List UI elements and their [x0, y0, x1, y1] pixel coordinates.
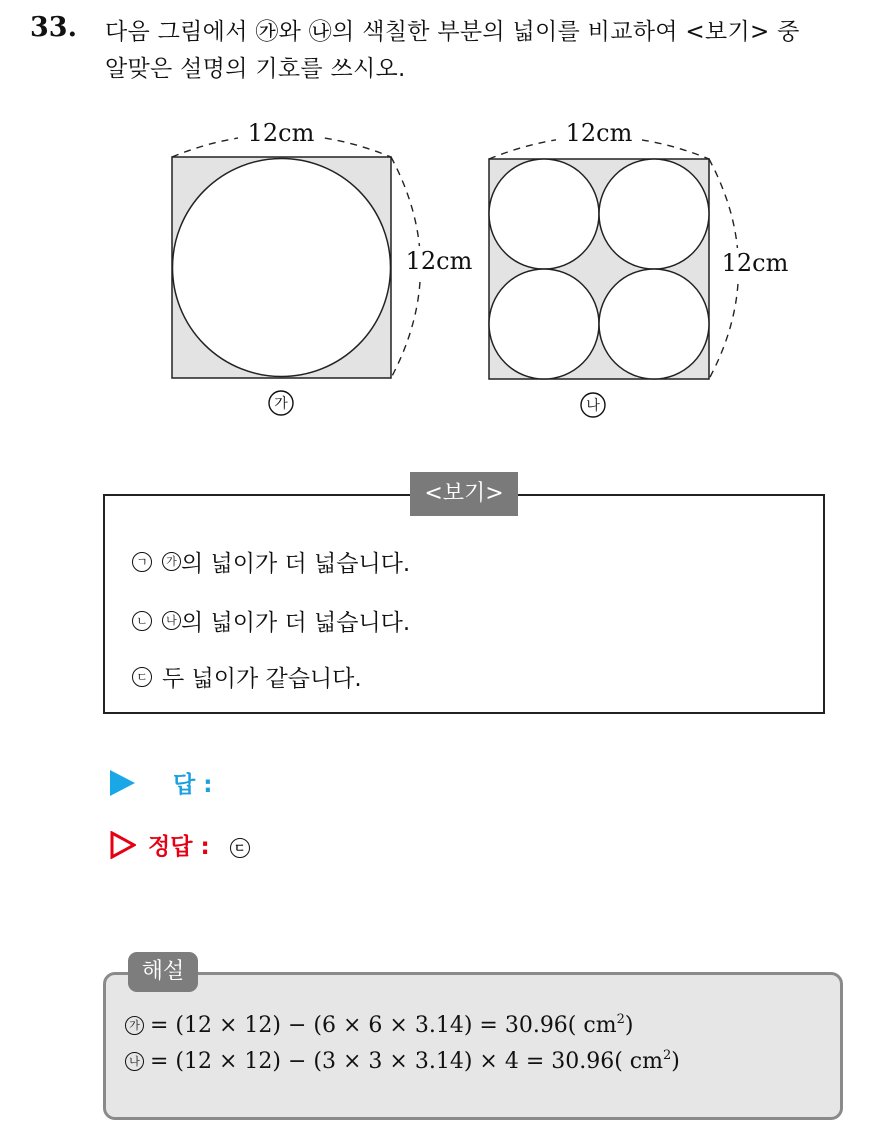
left-top-label: 12cm — [247, 119, 315, 147]
eq1-expr: = (12 × 12) − (6 × 6 × 3.14) = 30.96( cm — [150, 1013, 617, 1038]
explanation-eq-2 — [125, 1049, 680, 1074]
explanation-title: 해설 — [128, 952, 198, 992]
explanation-eq-1 — [125, 1013, 633, 1038]
eq2-expr: = (12 × 12) − (3 × 3 × 3.14) × 4 = 30.96( cm — [150, 1049, 663, 1074]
eq1-sup: 2 — [616, 1012, 625, 1027]
right-top-label: 12cm — [565, 119, 633, 147]
eq2-sup: 2 — [662, 1048, 672, 1063]
left-caption: 가 — [274, 396, 288, 412]
correct-label: 정답 : — [148, 834, 210, 860]
left-circle — [173, 159, 391, 377]
right-circle-3 — [489, 269, 599, 379]
area-figure — [0, 0, 884, 430]
bogi-option-2 — [132, 604, 410, 637]
bogi-option-3 — [132, 660, 362, 693]
option-mark-1: ㄱ — [132, 552, 152, 572]
eq1-close: ) — [624, 1013, 634, 1038]
bogi-title: <보기> — [410, 472, 518, 516]
left-side-label: 12cm — [405, 247, 473, 275]
bogi-option-1 — [132, 545, 410, 578]
option-text-3: 두 넓이가 같습니다. — [162, 666, 362, 692]
option-subject-1: 가 — [162, 552, 181, 571]
question-line-2: 알맞은 설명의 기호를 쓰시오. — [105, 56, 406, 82]
right-circle-4 — [599, 269, 709, 379]
play-icon — [110, 770, 135, 796]
option-mark-3: ㄷ — [132, 667, 152, 687]
option-text-2: 의 넓이가 더 넓습니다. — [181, 610, 411, 636]
explanation-box — [103, 972, 843, 1120]
play-outline-icon — [110, 831, 136, 859]
correct-row — [110, 828, 250, 861]
eq2-subject: 나 — [125, 1052, 144, 1071]
right-circle-2 — [599, 159, 709, 269]
question-number: 33. — [30, 12, 77, 43]
figure-left — [172, 118, 475, 415]
right-circle-1 — [489, 159, 599, 269]
option-subject-2: 나 — [162, 611, 181, 630]
correct-mark: ㄷ — [230, 838, 250, 858]
figure-right — [489, 118, 791, 417]
eq2-close: ) — [671, 1049, 680, 1074]
right-side-label: 12cm — [721, 249, 789, 277]
question-line-1: 다음 그림에서 ㉮와 ㉯의 색칠한 부분의 넓이를 비교하여 <보기> 중 — [105, 19, 800, 45]
option-text-1: 의 넓이가 더 넓습니다. — [181, 551, 411, 577]
answer-label: 답 : — [173, 772, 213, 798]
option-mark-2: ㄴ — [132, 611, 152, 631]
answer-row — [110, 766, 212, 799]
eq1-subject: 가 — [125, 1016, 144, 1035]
right-caption: 나 — [586, 398, 600, 414]
